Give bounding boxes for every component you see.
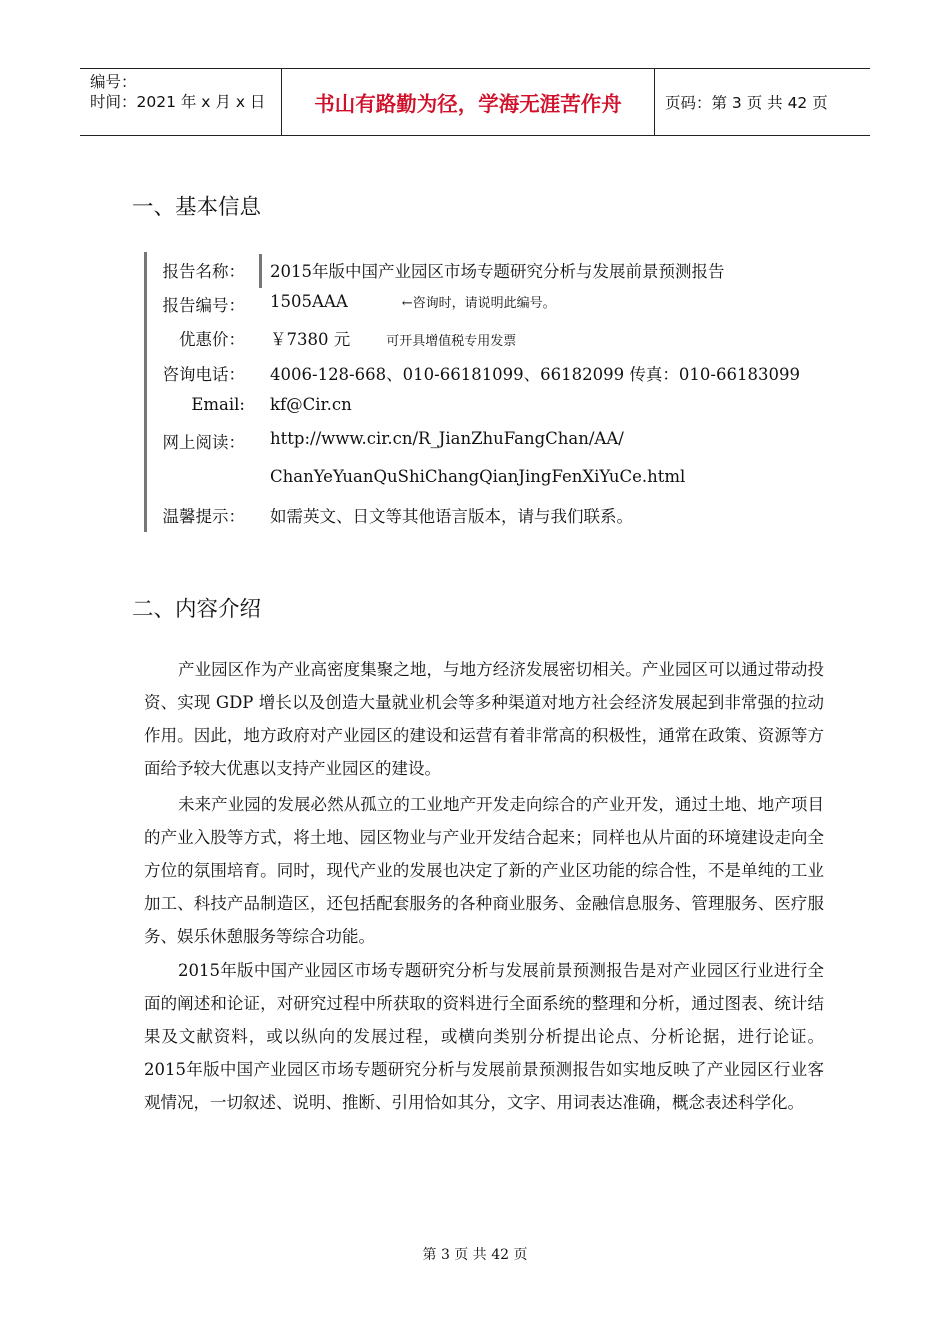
online-url-link-cont[interactable]: ChanYeYuanQuShiChangQianJingFenXiYuCe.html xyxy=(270,467,686,486)
info-row-report-name xyxy=(150,258,725,282)
phone-value: 4006-128-668、010-66181099、66182099 传真：010-66183099 xyxy=(270,365,800,384)
info-row-tip xyxy=(150,503,633,527)
report-name-marker xyxy=(259,254,262,288)
online-url-link[interactable]: http://www.cir.cn/R_JianZhuFangChan/AA/ xyxy=(270,429,624,448)
doc-number-label: 编号： xyxy=(90,73,137,91)
price: ￥7380 元 xyxy=(270,330,351,349)
invoice-note: 可开具增值税专用发票 xyxy=(386,334,517,349)
info-label: 咨询电话： xyxy=(162,365,245,384)
motto: 书山有路勤为径，学海无涯苦作舟 xyxy=(282,69,655,135)
report-number-value xyxy=(270,292,556,311)
section-title-content: 二、内容介绍 xyxy=(132,597,262,622)
report-name-value: 2015年版中国产业园区市场专题研究分析与发展前景预测报告 xyxy=(270,262,725,281)
info-label: Email: xyxy=(191,395,245,414)
header-meta-cell xyxy=(80,69,282,135)
document-header xyxy=(80,68,870,136)
date-line: 时间：2021 年 x 月 x 日 xyxy=(90,93,266,111)
info-row-report-number xyxy=(150,292,556,316)
price-value xyxy=(270,326,516,350)
section-title-basic-info: 一、基本信息 xyxy=(132,195,262,220)
info-row-price xyxy=(150,326,517,350)
page-footer: 第 3 页 共 42 页 xyxy=(422,1247,528,1263)
info-row-online xyxy=(150,429,624,453)
content-paragraph: 2015年版中国产业园区市场专题研究分析与发展前景预测报告是对产业园区行业进行全面的阐述和论证，对研究过程中所获取的资料进行全面系统的整理和分析，通过图表、统计结果及文献资料，或以纵向的发展过程，或横向类别分析提出论点、分析论据，进行论证。2015年版中国产业园区市场专题研究分析与发展前景预测报告如实地反映了产业园区行业客观情况，一切叙述、说明、推断、引用恰如其分，文字、用词表达准确，概念表述科学化。 xyxy=(144,961,824,1112)
report-number-note: ←咨询时，请说明此编号。 xyxy=(401,296,556,311)
header-page-info: 页码：第 3 页 共 42 页 xyxy=(665,94,828,112)
info-label: 报告编号： xyxy=(162,296,245,315)
email-link[interactable]: kf@Cir.cn xyxy=(270,395,352,414)
content-paragraph: 未来产业园的发展必然从孤立的工业地产开发走向综合的产业开发，通过土地、地产项目的产业入股等方式，将土地、园区物业与产业开发结合起来；同样也从片面的环境建设走向全方位的氛围培育。同时，现代产业的发展也决定了新的产业区功能的综合性，不是单纯的工业加工、科技产品制造区，还包括配套服务的各种商业服务、金融信息服务、管理服务、医疗服务、娱乐休憩服务等综合功能。 xyxy=(144,795,824,946)
info-label: 温馨提示： xyxy=(162,507,245,526)
info-label: 报告名称： xyxy=(162,262,245,281)
tip-value: 如需英文、日文等其他语言版本，请与我们联系。 xyxy=(270,507,633,526)
report-number: 1505AAA xyxy=(270,292,348,311)
info-label: 优惠价： xyxy=(179,330,245,349)
info-row-email xyxy=(150,395,352,414)
info-label: 网上阅读： xyxy=(162,433,245,452)
content-paragraph: 产业园区作为产业高密度集聚之地，与地方经济发展密切相关。产业园区可以通过带动投资、实现 GDP 增长以及创造大量就业机会等多种渠道对地方社会经济发展起到非常强的拉动作用。因此，地方政府对产业园区的建设和运营有着非常高的积极性，通常在政策、资源等方面给予较大优惠以支持产业园区的建设。 xyxy=(144,660,824,778)
info-row-phone xyxy=(150,361,800,385)
info-block-bar xyxy=(144,252,147,532)
